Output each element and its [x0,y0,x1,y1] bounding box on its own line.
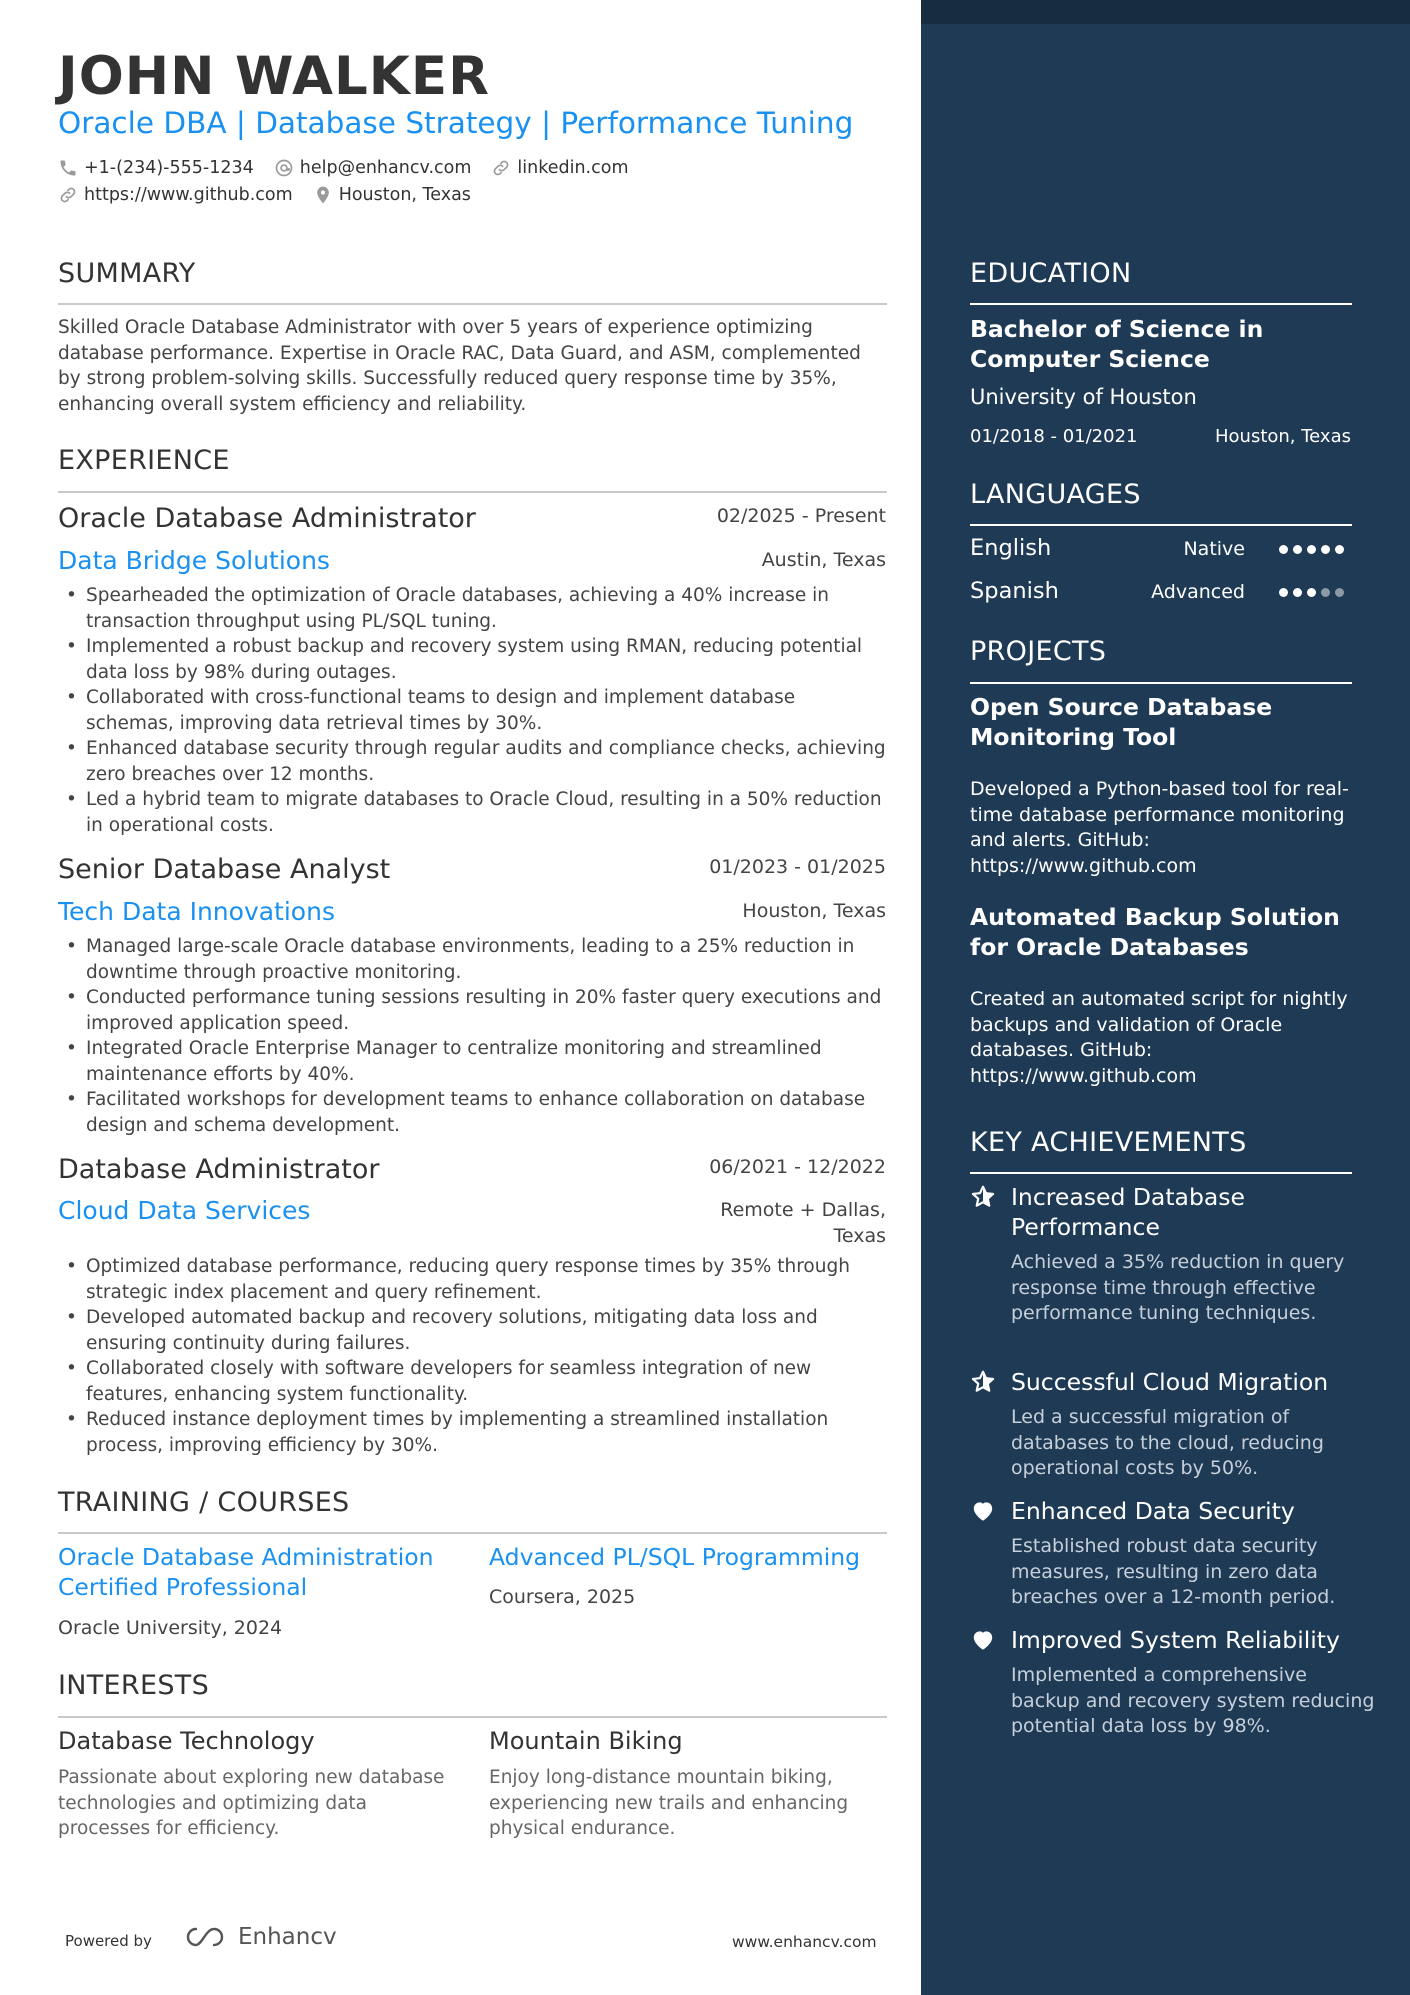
education-degree: Bachelor of Science in Computer Science [970,315,1264,373]
star-icon [970,1184,996,1210]
powered-by-label: Powered by [65,1932,152,1950]
contact-github[interactable]: https://www.github.com [58,185,293,205]
languages-heading: LANGUAGES [970,479,1141,510]
bullet: • Reduced instance deployment times by implementing a streamlined installation process, improving efficiency by 30%. [58,1407,888,1458]
contact-email[interactable]: help@enhancv.com [274,158,472,178]
infinity-logo-icon [184,1925,230,1949]
heart-icon [970,1627,996,1653]
rating-dot [1335,545,1344,554]
achievement-title: Enhanced Data Security [1011,1497,1295,1525]
rating-dot [1321,545,1330,554]
bullet: • Led a hybrid team to migrate databases to Oracle Cloud, resulting in a 50% reduction in operational costs. [58,787,888,838]
education-location: Houston, Texas [1214,426,1351,447]
bullet: • Spearheaded the optimization of Oracle databases, achieving a 40% increase in transaction throughput using PL/SQL tuning. [58,583,888,634]
language-rating [1279,545,1344,554]
bullet: • Enhanced database security through regular audits and compliance checks, achieving zero breaches over 12 months. [58,736,888,787]
interests-divider [58,1716,887,1718]
bullet: • Collaborated closely with software developers for seamless integration of new features, enhancing system functionality. [58,1356,888,1407]
projects-divider [970,682,1352,684]
job-title: Senior Database Analyst [58,854,391,885]
rating-dot [1307,545,1316,554]
project-desc: Developed a Python-based tool for real-time database performance monitoring and alerts. GitHub: https://www.github.com [970,778,1349,877]
education-heading: EDUCATION [970,258,1132,289]
link-icon [491,158,511,178]
course-meta: Coursera, 2025 [489,1586,636,1608]
achievement-desc: Achieved a 35% reduction in query response time through effective performance tuning techniques. [1011,1251,1345,1324]
achievements-divider [970,1172,1352,1174]
training-heading: TRAINING / COURSES [58,1487,350,1518]
job-title: Database Administrator [58,1154,380,1185]
achievement-desc: Implemented a comprehensive backup and recovery system reducing potential data loss by 98%. [1011,1664,1375,1737]
phone-icon [58,158,78,178]
job-location: Austin, Texas [761,549,886,571]
contact-row-2 [58,185,471,205]
candidate-name: JOHN WALKER [58,46,490,107]
achievement-title: Improved System Reliability [1011,1626,1340,1654]
languages-divider [970,524,1352,526]
language-rating [1279,588,1344,597]
sidebar-top-bar [921,0,1410,24]
project-desc: Created an automated script for nightly backups and validation of Oracle databases. GitHub: https://www.github.com [970,988,1348,1087]
experience-heading: EXPERIENCE [58,445,230,476]
heart-icon [970,1498,996,1524]
interest-desc: Passionate about exploring new database technologies and optimizing data processes for efficiency. [58,1767,445,1839]
achievement-title: Increased Database Performance [1011,1183,1245,1241]
bullet: • Collaborated with cross-functional teams to design and implement database schemas, improving data retrieval times by 30%. [58,685,888,736]
rating-dot [1279,588,1288,597]
interest-desc: Enjoy long-distance mountain biking, experiencing new trails and enhancing physical endurance. [489,1767,849,1839]
job-company: Data Bridge Solutions [58,546,330,575]
rating-dot [1335,588,1344,597]
bullet: • Facilitated workshops for development teams to enhance collaboration on database design and schema development. [58,1087,888,1138]
course-title: Advanced PL/SQL Programming [489,1543,861,1571]
achievements-heading: KEY ACHIEVEMENTS [970,1127,1247,1158]
language-level: Native [1183,538,1245,560]
bullet: • Integrated Oracle Enterprise Manager to centralize monitoring and streamlined maintenance efforts by 40%. [58,1036,888,1087]
interest-title: Database Technology [58,1727,315,1755]
job-company: Tech Data Innovations [58,897,335,926]
rating-dot [1293,545,1302,554]
course-title: Oracle Database Administration Certified Professional [58,1543,434,1601]
rating-dot [1293,588,1302,597]
job-company: Cloud Data Services [58,1196,311,1225]
language-name: Spanish [970,578,1059,604]
link-icon [58,185,78,205]
job-bullets [58,934,888,1138]
rating-dot [1307,588,1316,597]
job-dates: 06/2021 - 12/2022 [709,1156,886,1178]
training-divider [58,1532,887,1534]
achievement-title: Successful Cloud Migration [1011,1368,1329,1396]
job-location: Remote + Dallas, Texas [720,1199,886,1247]
rating-dot [1279,545,1288,554]
interests-heading: INTERESTS [58,1670,210,1701]
summary-heading: SUMMARY [58,258,196,289]
experience-divider [58,491,887,493]
project-title: Open Source Database Monitoring Tool [970,693,1273,751]
contact-linkedin[interactable]: linkedin.com [491,158,628,178]
education-dates: 01/2018 - 01/2021 [970,426,1138,447]
sidebar [921,0,1410,1995]
summary-text: Skilled Oracle Database Administrator with over 5 years of experience optimizing database performance. Expertise in Oracle RAC, Data Guard, and ASM, complemented by strong problem-solving skills. Successfully reduced query response time by 35%, enhancing overall system efficiency and reliability. [58,317,861,415]
education-divider [970,303,1352,305]
job-title: Oracle Database Administrator [58,503,476,534]
enhancv-logo[interactable]: Enhancv [184,1924,337,1950]
job-bullets [58,583,888,838]
contact-row-1 [58,158,629,178]
location-pin-icon [313,185,333,205]
bullet: • Managed large-scale Oracle database environments, leading to a 25% reduction in downtime through proactive monitoring. [58,934,888,985]
language-name: English [970,535,1052,561]
bullet: • Implemented a robust backup and recovery system using RMAN, reducing potential data loss by 98% during outages. [58,634,888,685]
achievement-desc: Led a successful migration of databases to the cloud, reducing operational costs by 50%. [1011,1406,1324,1479]
at-icon [274,158,294,178]
job-dates: 02/2025 - Present [716,505,886,527]
job-dates: 01/2023 - 01/2025 [709,856,886,878]
projects-heading: PROJECTS [970,636,1107,667]
contact-phone[interactable]: +1-(234)-555-1234 [58,158,254,178]
project-title: Automated Backup Solution for Oracle Databases [970,903,1340,961]
footer-url[interactable]: www.enhancv.com [732,1933,877,1951]
achievement-desc: Established robust data security measures, resulting in zero data breaches over a 12-month period. [1011,1535,1336,1608]
job-location: Houston, Texas [742,900,886,922]
summary-divider [58,303,887,305]
rating-dot [1321,588,1330,597]
star-icon [970,1369,996,1395]
contact-location: Houston, Texas [313,185,471,205]
language-level: Advanced [1151,581,1245,603]
job-bullets [58,1254,888,1458]
education-school: University of Houston [970,385,1197,409]
bullet: • Developed automated backup and recovery solutions, mitigating data loss and ensuring continuity during failures. [58,1305,888,1356]
bullet: • Conducted performance tuning sessions resulting in 20% faster query executions and improved application speed. [58,985,888,1036]
interest-title: Mountain Biking [489,1727,683,1755]
course-meta: Oracle University, 2024 [58,1617,283,1639]
bullet: • Optimized database performance, reducing query response times by 35% through strategic index placement and query refinement. [58,1254,888,1305]
headline: Oracle DBA | Database Strategy | Performance Tuning [58,106,854,140]
